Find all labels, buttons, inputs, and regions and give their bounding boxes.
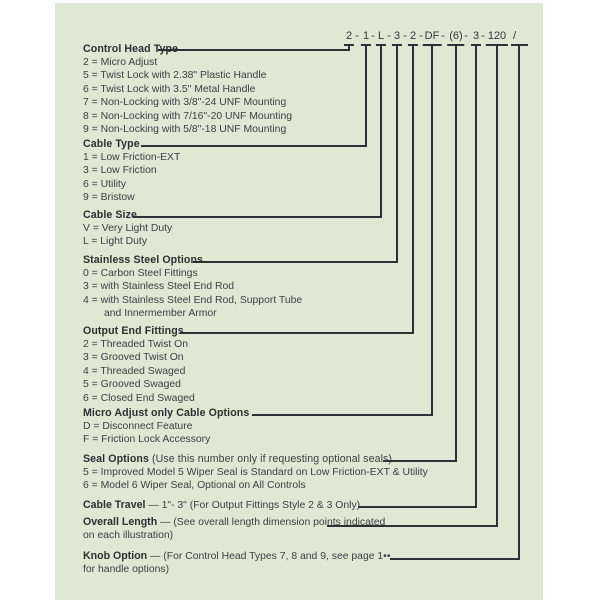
- section-knob-option: [83, 550, 553, 577]
- code-separator: -: [403, 30, 407, 42]
- code-separator: -: [481, 30, 485, 42]
- section-text-line2: on each illustration): [83, 530, 174, 542]
- option-item: F = Friction Lock Accessory: [83, 434, 211, 446]
- code-segment-knob: /: [511, 30, 528, 46]
- option-item: V = Very Light Duty: [83, 223, 173, 234]
- code-segment-length: 120: [486, 30, 508, 46]
- option-item: 6 = Closed End Swaged: [83, 392, 195, 404]
- code-separator: -: [441, 30, 445, 42]
- code-separator: -: [355, 30, 359, 42]
- option-item: 2 = Threaded Twist On: [83, 339, 189, 350]
- code-segment-travel: 3: [471, 30, 481, 46]
- section-title-note: (Use this number only if requesting optional seals): [148, 453, 393, 465]
- code-segment-output-end: 2: [408, 30, 418, 46]
- section-seal-options: [83, 452, 553, 493]
- option-item: 8 = Non-Locking with 7/16"-20 UNF Mounting: [83, 110, 293, 122]
- option-item: L = Light Duty: [83, 236, 148, 248]
- section-text-line2: for handle options): [83, 564, 170, 576]
- option-item: 3 = with Stainless Steel End Rod: [83, 281, 235, 293]
- section-micro-adjust-cable-options: [83, 406, 553, 447]
- code-separator: -: [371, 30, 375, 42]
- option-item: D = Disconnect Feature: [83, 421, 193, 432]
- option-item: 4 = with Stainless Steel End Rod, Support Tube: [83, 294, 303, 306]
- section-title: Cable Travel: [83, 499, 146, 511]
- option-item: 4 = Threaded Swaged: [83, 365, 186, 377]
- section-cable-travel: [83, 499, 553, 512]
- code-segment-seal: (6): [447, 30, 464, 46]
- option-item: 5 = Improved Model 5 Wiper Seal is Standard on Low Friction-EXT & Utility: [83, 467, 428, 478]
- section-title-bold: Seal Options: [83, 453, 149, 465]
- section-text: — (See overall length dimension points indicated: [157, 517, 386, 528]
- section-cable-type: [83, 137, 553, 205]
- code-segment-control-head: 2: [344, 30, 354, 46]
- code-segment-micro-adjust: DF: [423, 30, 442, 46]
- section-overall-length: [83, 516, 553, 543]
- section-title: Control Head Type: [83, 43, 179, 55]
- option-item: 0 = Carbon Steel Fittings: [83, 268, 198, 279]
- code-separator: -: [464, 30, 468, 42]
- section-text: — 1"- 3" (For Output Fittings Style 2 & 3 Only): [145, 500, 361, 511]
- section-title: Knob Option: [83, 550, 148, 562]
- section-title: Output End Fittings: [83, 325, 184, 337]
- section-title: Overall Length: [83, 516, 158, 528]
- section-title: Cable Type: [83, 138, 140, 150]
- code-segment-stainless: 3: [392, 30, 402, 46]
- section-cable-size: [83, 208, 553, 249]
- option-item: 5 = Grooved Swaged: [83, 379, 181, 391]
- option-item: 6 = Model 6 Wiper Seal, Optional on All Controls: [83, 480, 306, 492]
- code-segment-cable-type: 1: [361, 30, 371, 46]
- option-item: 3 = Low Friction: [83, 165, 157, 177]
- option-item: 6 = Twist Lock with 3.5" Metal Handle: [83, 83, 256, 95]
- section-title: Cable Size: [83, 209, 137, 221]
- option-item: 7 = Non-Locking with 3/8"-24 UNF Mounting: [83, 97, 287, 109]
- option-item: 5 = Twist Lock with 2.38" Plastic Handle: [83, 70, 267, 82]
- section-title: [83, 452, 553, 466]
- option-item: 2 = Micro Adjust: [83, 57, 158, 68]
- option-item: 9 = Bristow: [83, 192, 135, 204]
- section-text: — (For Control Head Types 7, 8 and 9, see page 1••: [147, 551, 391, 562]
- section-title: Micro Adjust only Cable Options: [83, 407, 250, 419]
- option-item: 1 = Low Friction-EXT: [83, 152, 181, 163]
- section-title: Stainless Steel Options: [83, 254, 204, 266]
- section-stainless-steel-options: [83, 253, 553, 321]
- section-output-end-fittings: [83, 324, 553, 405]
- code-separator: -: [387, 30, 391, 42]
- option-item-continuation: and Innermember Armor: [104, 308, 217, 320]
- option-item: 6 = Utility: [83, 178, 127, 190]
- section-control-head-type: [83, 42, 553, 136]
- option-item: 3 = Grooved Twist On: [83, 352, 184, 364]
- option-item: 9 = Non-Locking with 5/8"-18 UNF Mounting: [83, 124, 287, 136]
- code-separator: -: [419, 30, 423, 42]
- code-segment-cable-size: L: [376, 30, 386, 46]
